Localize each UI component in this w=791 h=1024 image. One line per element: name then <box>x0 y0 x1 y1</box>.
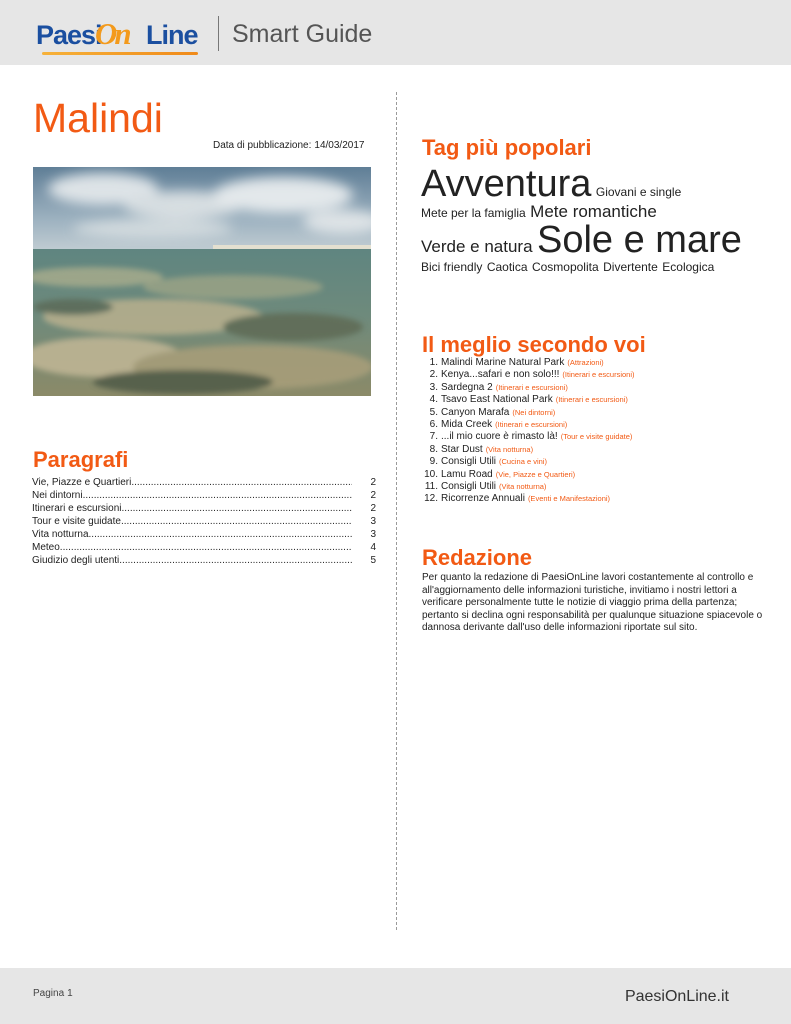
page-header <box>0 0 791 65</box>
logo-word-on: On <box>95 16 129 51</box>
logo-swoosh <box>42 52 198 55</box>
toc-item-page: 4 <box>370 542 376 553</box>
list-item-category: (Itinerari e escursioni) <box>495 382 568 392</box>
list-item-number: 3. <box>429 381 438 393</box>
tag-link[interactable]: Avventura <box>421 163 592 205</box>
list-item[interactable] <box>422 369 762 381</box>
beach-photo-image <box>33 167 371 396</box>
list-item-name: Ricorrenze Annuali <box>441 493 525 505</box>
toc-item-title: Tour e visite guidate <box>32 516 121 527</box>
list-item-category: (Eventi e Manifestazioni) <box>527 494 611 504</box>
tag-cloud <box>421 165 766 275</box>
best-heading: Il meglio secondo voi <box>422 332 646 357</box>
list-item-name: Consigli Utili <box>441 456 497 468</box>
redazione-heading: Redazione <box>422 545 533 570</box>
list-item-number: 2. <box>429 369 438 381</box>
footer-page-value: 1 <box>67 988 73 999</box>
column-divider <box>396 92 397 930</box>
list-item[interactable] <box>422 493 762 505</box>
paragrafi-heading: Paragrafi <box>33 447 129 472</box>
toc-item-page: 3 <box>370 516 376 527</box>
toc-leader-dots <box>119 554 352 567</box>
toc-item[interactable] <box>32 541 376 554</box>
list-item-category: (Vita notturna) <box>485 444 534 454</box>
toc-leader-dots <box>121 515 352 528</box>
tag-link[interactable]: Mete romantiche <box>530 202 657 221</box>
header-title: Smart Guide <box>232 20 373 48</box>
tag-link[interactable]: Sole e mare <box>536 219 742 261</box>
toc-leader-dots <box>131 476 352 489</box>
toc-item[interactable] <box>32 515 376 528</box>
logo-word-paesi: Paesi <box>36 20 102 50</box>
list-item-name: Lamu Road <box>441 468 493 480</box>
list-item-number: 6. <box>429 419 438 431</box>
list-item-name: Malindi Marine Natural Park <box>441 357 565 368</box>
list-item-number: 4. <box>429 394 438 406</box>
logo-word-line: Line <box>146 20 198 50</box>
toc-leader-dots <box>121 502 352 515</box>
best-list <box>422 357 762 506</box>
list-item-category: (Itinerari e escursioni) <box>495 420 568 430</box>
tag-link[interactable]: Verde e natura <box>421 237 533 256</box>
list-item-name: Mida Creek <box>441 419 493 431</box>
list-item-number: 5. <box>429 406 438 418</box>
toc-item-page: 2 <box>370 490 376 501</box>
toc-item[interactable] <box>32 528 376 541</box>
publication-date-label: Data di pubblicazione: <box>213 140 312 151</box>
tags-heading: Tag più popolari <box>422 135 592 160</box>
list-item-category: (Vie, Piazze e Quartieri) <box>495 469 576 479</box>
list-item-number: 12. <box>424 493 438 505</box>
list-item-number: 7. <box>429 431 438 443</box>
list-item-category: (Cucina e vini) <box>499 457 547 467</box>
header-divider <box>218 16 219 51</box>
paragrafi-toc <box>32 476 376 567</box>
page-footer <box>0 968 791 1024</box>
list-item[interactable] <box>422 394 762 406</box>
tag-link[interactable]: Giovani e single <box>595 185 682 199</box>
toc-item-title: Vie, Piazze e Quartieri <box>32 477 132 488</box>
list-item-name: Kenya...safari e non solo!!! <box>441 369 560 381</box>
toc-item-page: 2 <box>370 477 376 488</box>
beach-photo <box>33 167 371 396</box>
tag-link[interactable]: Cosmopolita <box>531 260 599 274</box>
list-item-name: Tsavo East National Park <box>441 394 553 406</box>
list-item[interactable] <box>422 444 762 456</box>
toc-item[interactable] <box>32 554 376 567</box>
toc-item-title: Giudizio degli utenti <box>32 555 120 566</box>
list-item[interactable] <box>422 407 762 419</box>
list-item-name: Star Dust <box>441 443 483 455</box>
toc-leader-dots <box>89 528 352 541</box>
list-item-category: (Attrazioni) <box>567 358 604 367</box>
list-item-number: 10. <box>424 468 438 480</box>
list-item-category: (Itinerari e escursioni) <box>562 370 635 380</box>
list-item[interactable] <box>422 357 762 369</box>
page-title: Malindi <box>33 95 163 141</box>
list-item[interactable] <box>422 382 762 394</box>
list-item[interactable] <box>422 456 762 468</box>
list-item[interactable] <box>422 431 762 443</box>
list-item[interactable] <box>422 419 762 431</box>
tag-link[interactable]: Ecologica <box>662 260 715 274</box>
toc-item-title: Meteo <box>32 542 60 553</box>
toc-item-title: Vita notturna <box>32 529 89 540</box>
list-item-category: (Vita notturna) <box>499 482 547 492</box>
toc-item-page: 3 <box>370 529 376 540</box>
toc-item[interactable] <box>32 476 376 489</box>
list-item-category: (Itinerari e escursioni) <box>555 395 628 405</box>
list-item-name: ...il mio cuore è rimasto là! <box>441 431 558 443</box>
paesionline-logo[interactable] <box>36 14 201 58</box>
publication-date <box>213 140 364 151</box>
list-item-category: (Tour e visite guidate) <box>560 432 633 442</box>
toc-item-title: Nei dintorni <box>32 490 83 501</box>
list-item-number: 9. <box>429 456 438 468</box>
list-item-number: 1. <box>429 357 438 368</box>
toc-item[interactable] <box>32 489 376 502</box>
toc-item-page: 2 <box>370 503 376 514</box>
publication-date-value: 14/03/2017 <box>314 140 365 151</box>
tag-link[interactable]: Bici friendly <box>421 260 483 274</box>
list-item-name: Canyon Marafa <box>441 406 510 418</box>
toc-item-title: Itinerari e escursioni <box>32 503 122 514</box>
list-item-number: 8. <box>429 443 438 455</box>
footer-page-label: Pagina <box>33 988 65 999</box>
list-item[interactable] <box>422 469 762 481</box>
list-item[interactable] <box>422 481 762 493</box>
toc-leader-dots <box>60 541 352 554</box>
toc-item[interactable] <box>32 502 376 515</box>
toc-leader-dots <box>83 489 352 502</box>
footer-site-link[interactable]: PaesiOnLine.it <box>624 988 729 1005</box>
list-item-name: Consigli Utili <box>441 481 497 493</box>
list-item-number: 11. <box>424 481 438 493</box>
list-item-name: Sardegna 2 <box>441 381 493 393</box>
tag-link[interactable]: Mete per la famiglia <box>421 206 526 220</box>
list-item-category: (Nei dintorni) <box>512 407 556 417</box>
footer-page-number <box>33 988 73 999</box>
tag-link[interactable]: Caotica <box>486 260 528 274</box>
tag-link[interactable]: Divertente <box>603 260 658 274</box>
redazione-text: Per quanto la redazione di PaesiOnLine lavori costantemente al controllo e all'aggiornamento delle informazioni turistiche, invitiamo i nostri lettori a verificare personalmente tutte le notizie di viaggio prima della partenza; pertanto si declina ogni responsabilità per qualunque situazione spiacevole o dannosa derivante dall'uso delle informazioni riportate sul sito. <box>422 572 763 634</box>
toc-item-page: 5 <box>370 555 376 566</box>
